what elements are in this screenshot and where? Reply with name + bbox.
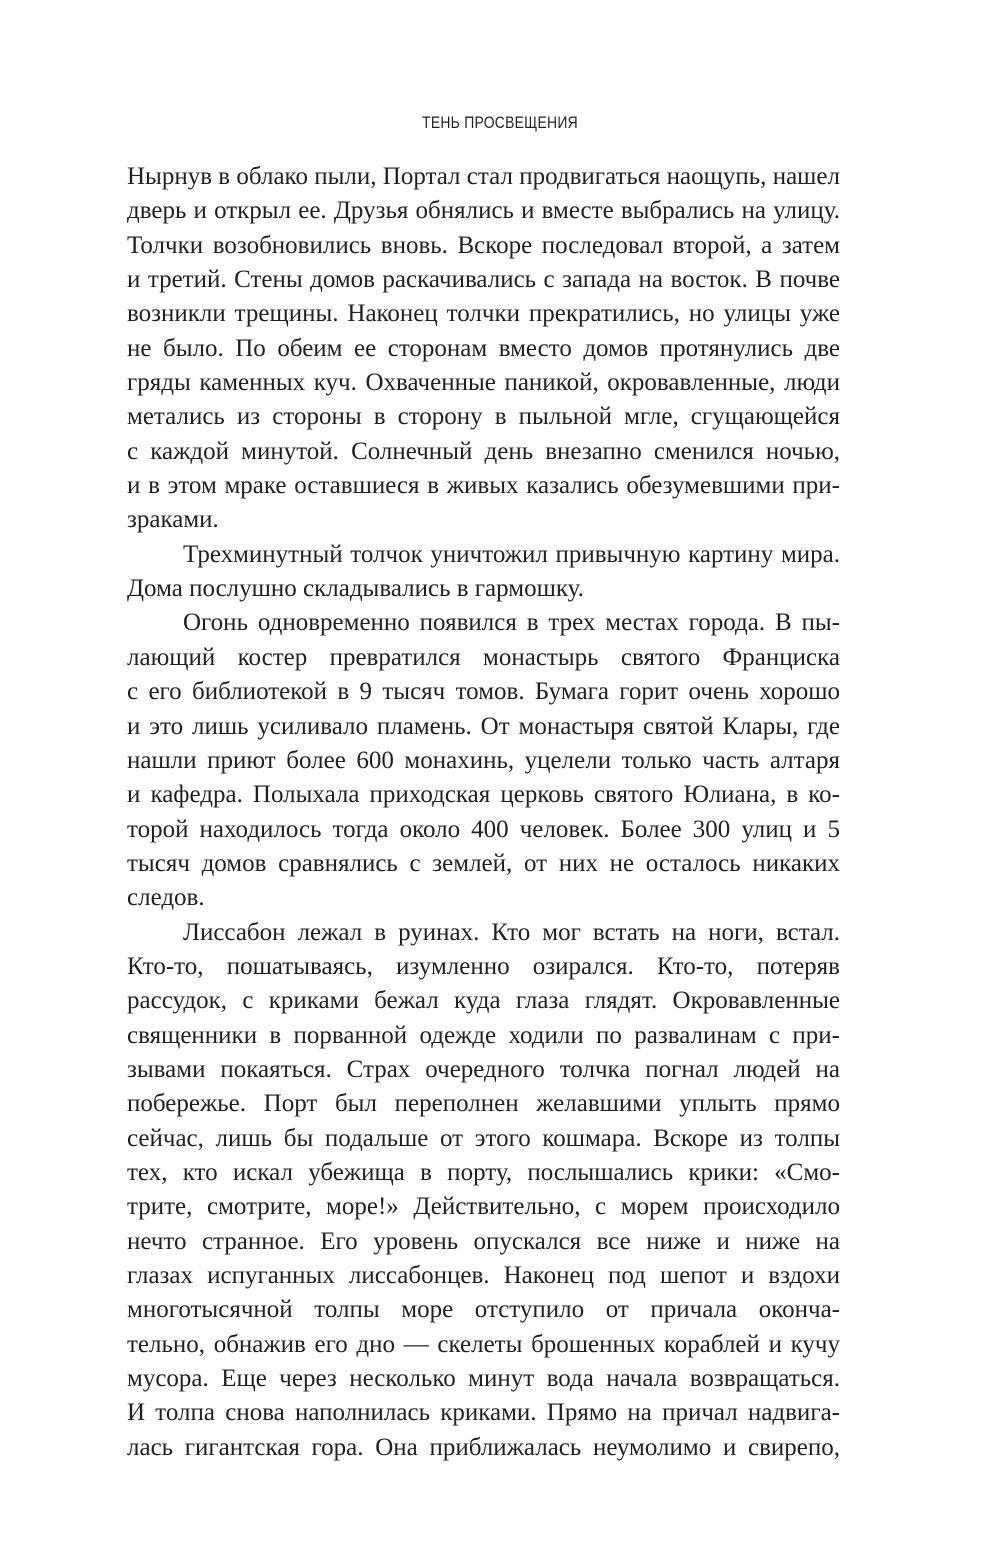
text-line: И толпа снова наполнилась криками. Прямо на причал надвига- xyxy=(127,1399,840,1427)
text-line: Огонь одновременно появился в трех местах города. В пы- xyxy=(183,609,840,637)
text-line: Трехминутный толчок уничтожил привычную картину мира. xyxy=(183,540,840,568)
text-line: не было. По обеим ее сторонам вместо домов протянулись две xyxy=(127,334,840,362)
paragraph-2 xyxy=(127,538,840,607)
text-line: торой находилось тогда около 400 человек. Более 300 улиц и 5 xyxy=(127,815,840,843)
text-line: священники в порванной одежде ходили по развалинам с при- xyxy=(127,1021,840,1049)
text-line: и это лишь усиливало пламень. От монастыря святой Клары, где xyxy=(127,712,840,740)
running-head: ТЕНЬ ПРОСВЕЩЕНИЯ xyxy=(422,113,578,132)
text-line: многотысячной толпы море отступило от причала оконча- xyxy=(127,1296,840,1324)
text-line: тысяч домов сравнялись с землей, от них не осталось никаких xyxy=(127,849,840,877)
text-line: гряды каменных куч. Охваченные паникой, окровавленные, люди xyxy=(127,369,840,397)
text-line: и кафедра. Полыхала приходская церковь святого Юлиана, в ко- xyxy=(127,781,840,809)
text-line: мусора. Еще через несколько минут вода начала возвращаться. xyxy=(127,1365,840,1393)
text-line: Толчки возобновились вновь. Вскоре последовал второй, а затем xyxy=(127,231,840,259)
text-line: и третий. Стены домов раскачивались с запада на восток. В почве xyxy=(127,266,840,294)
text-line: нечто странное. Его уровень опускался все ниже и ниже на xyxy=(127,1227,840,1255)
paragraph-4 xyxy=(127,916,840,1466)
text-line: лающий костер превратился монастырь святого Франциска xyxy=(127,643,840,671)
text-line: Дома послушно складывались в гармошку. xyxy=(127,575,584,603)
text-line: нашли приют более 600 монахинь, уцелели только часть алтаря xyxy=(127,746,840,774)
text-line: Кто-то, пошатываясь, изумленно озирался. Кто-то, потеряв xyxy=(127,952,840,980)
paragraph-3 xyxy=(127,606,840,915)
text-line: с его библиотекой в 9 тысяч томов. Бумага горит очень хорошо xyxy=(127,678,840,706)
text-line: Нырнув в облако пыли, Портал стал продвигаться наощупь, нашел xyxy=(127,163,840,190)
text-line: зывами покаяться. Страх очередного толчка погнал людей на xyxy=(127,1055,840,1083)
text-line: тельно, обнажив его дно — скелеты брошенных кораблей и кучу xyxy=(127,1330,840,1358)
text-line: с каждой минутой. Солнечный день внезапно сменился ночью, xyxy=(127,437,840,465)
text-line: рассудок, с криками бежал куда глаза глядят. Окровавленные xyxy=(127,987,840,1015)
text-line: метались из стороны в сторону в пыльной мгле, сгущающейся xyxy=(127,403,840,431)
text-line: зраками. xyxy=(127,506,219,534)
text-line: и в этом мраке оставшиеся в живых казались обезумевшими при- xyxy=(127,472,840,500)
paragraph-1 xyxy=(127,160,840,538)
text-line: дверь и открыл ее. Друзья обнялись и вместе выбрались на улицу. xyxy=(127,197,840,225)
text-line: Лиссабон лежал в руинах. Кто мог встать на ноги, встал. xyxy=(183,918,840,946)
text-line: возникли трещины. Наконец толчки прекратились, но улицы уже xyxy=(127,300,840,328)
body-text xyxy=(127,160,840,1465)
text-line: следов. xyxy=(127,884,205,912)
text-line: трите, смотрите, море!» Действительно, с морем происходило xyxy=(127,1193,840,1221)
text-line: побережье. Порт был переполнен желавшими уплыть прямо xyxy=(127,1090,840,1118)
text-line: лась гигантская гора. Она приближалась неумолимо и свирепо, xyxy=(127,1433,840,1461)
text-line: тех, кто искал убежища в порту, послышались крики: «Смо- xyxy=(127,1158,840,1186)
text-line: глазах испуганных лиссабонцев. Наконец под шепот и вздохи xyxy=(127,1262,840,1289)
text-line: сейчас, лишь бы подальше от этого кошмара. Вскоре из толпы xyxy=(127,1124,840,1152)
